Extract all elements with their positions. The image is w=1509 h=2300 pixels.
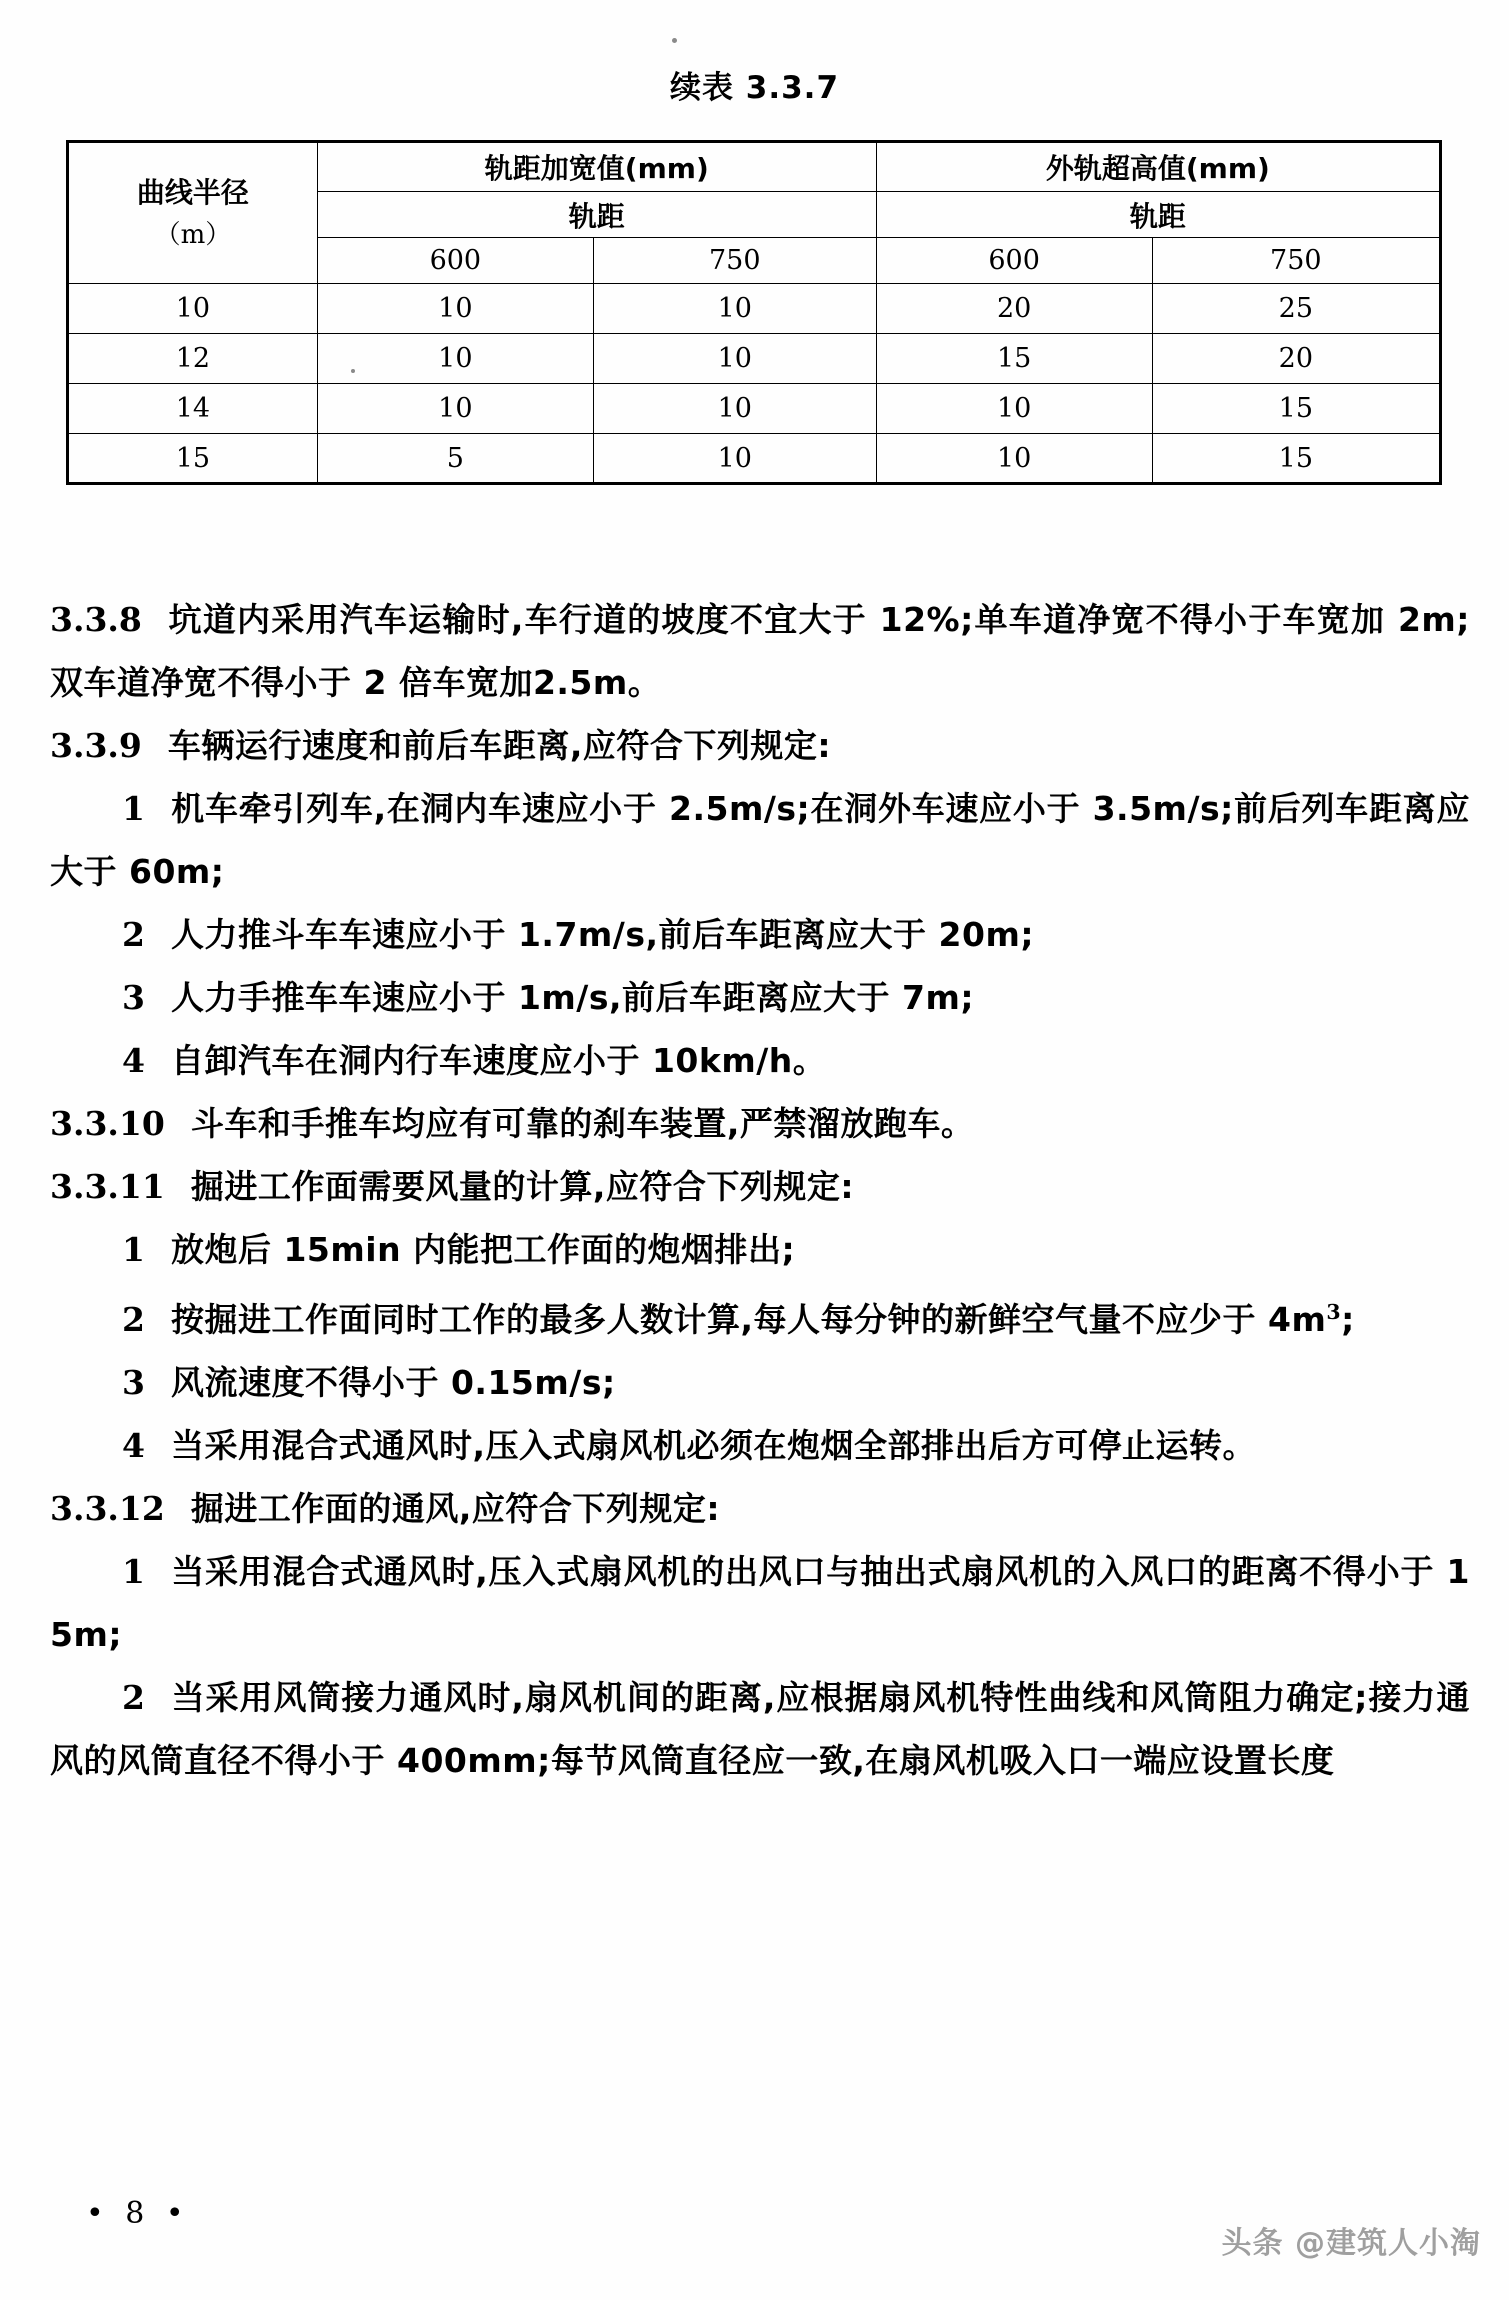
clause-number: 3.3.11 (50, 1167, 165, 1206)
item-number: 4 (122, 1041, 145, 1080)
item-number: 3 (122, 1363, 145, 1402)
cell-widen-600: 10 (317, 384, 593, 434)
item-text: 当采用混合式通风时,压入式扇风机必须在炮烟全部排出后方可停止运转。 (170, 1426, 1257, 1465)
header-gauge-sub-superelevation: 轨距 (876, 192, 1440, 238)
table-row (68, 284, 1441, 334)
item-text: 人力手推车车速应小于 1m/s,前后车距离应大于 7m; (170, 978, 975, 1017)
cell-widen-600: 10 (317, 334, 593, 384)
item-text: 机车牵引列车,在洞内车速应小于 2.5m/s;在洞外车速应小于 3.5m/s;前后列车距离应大于 60m; (50, 789, 1470, 891)
clause-3-3-12-item-2 (50, 1666, 1470, 1792)
item-number: 2 (122, 1300, 145, 1339)
spec-table (66, 140, 1442, 485)
header-gauge-600-superelevation: 600 (876, 238, 1152, 284)
cell-widen-750: 10 (593, 284, 876, 334)
clause-3-3-9 (50, 714, 1470, 777)
clause-3-3-11-item-1 (50, 1218, 1470, 1281)
clause-3-3-12-item-1 (50, 1540, 1470, 1666)
clause-3-3-11-item-4 (50, 1414, 1470, 1477)
clause-3-3-12 (50, 1477, 1470, 1540)
item-number: 2 (122, 915, 145, 954)
watermark: 头条 @建筑人小淘 (1221, 2226, 1481, 2261)
spec-table-wrapper (66, 140, 1442, 485)
header-gauge-600-widening: 600 (317, 238, 593, 284)
item-text: 放炮后 15min 内能把工作面的炮烟排出; (170, 1230, 796, 1269)
cell-radius: 15 (68, 434, 318, 484)
table-row (68, 434, 1441, 484)
table-row (68, 384, 1441, 434)
clause-3-3-9-item-1 (50, 777, 1470, 903)
clause-number: 3.3.9 (50, 726, 142, 765)
cell-super-750: 20 (1152, 334, 1440, 384)
cell-super-750: 15 (1152, 434, 1440, 484)
item-number: 2 (122, 1678, 145, 1717)
cell-widen-750: 10 (593, 434, 876, 484)
cell-super-600: 10 (876, 434, 1152, 484)
table-caption: 续表 3.3.7 (669, 70, 840, 106)
clause-body (50, 588, 1470, 1792)
header-gauge-widening-group: 轨距加宽值(mm) (317, 142, 876, 192)
cell-super-750: 15 (1152, 384, 1440, 434)
clause-number: 3.3.10 (50, 1104, 165, 1143)
item-text: 人力推斗车车速应小于 1.7m/s,前后车距离应大于 20m; (170, 915, 1035, 954)
clause-3-3-8 (50, 588, 1470, 714)
header-gauge-750-widening: 750 (593, 238, 876, 284)
cell-super-600: 15 (876, 334, 1152, 384)
item-number: 3 (122, 978, 145, 1017)
cell-widen-600: 5 (317, 434, 593, 484)
clause-3-3-9-item-4 (50, 1029, 1470, 1092)
cell-widen-600: 10 (317, 284, 593, 334)
cell-radius: 10 (68, 284, 318, 334)
header-superelevation-group: 外轨超高值(mm) (876, 142, 1440, 192)
table-header-row-1 (68, 142, 1441, 192)
clause-text: 掘进工作面的通风,应符合下列规定: (190, 1489, 721, 1528)
cell-radius: 12 (68, 334, 318, 384)
clause-text: 坑道内采用汽车运输时,车行道的坡度不宜大于 12%;单车道净宽不得小于车宽加 2m;双车道净宽不得小于 2 倍车宽加2.5m。 (50, 600, 1470, 702)
item-text: 按掘进工作面同时工作的最多人数计算,每人每分钟的新鲜空气量不应少于 4m (170, 1300, 1327, 1339)
cell-super-750: 25 (1152, 284, 1440, 334)
cell-widen-750: 10 (593, 334, 876, 384)
clause-text: 车辆运行速度和前后车距离,应符合下列规定: (167, 726, 832, 765)
clause-3-3-11-item-3 (50, 1351, 1470, 1414)
clause-3-3-11 (50, 1155, 1470, 1218)
item-text: 当采用混合式通风时,压入式扇风机的出风口与抽出式扇风机的入风口的距离不得小于 15m; (50, 1552, 1470, 1654)
clause-number: 3.3.8 (50, 600, 142, 639)
cell-radius: 14 (68, 384, 318, 434)
header-curve-radius: 曲线半径 （m） (68, 142, 318, 284)
clause-3-3-9-item-3 (50, 966, 1470, 1029)
table-row (68, 334, 1441, 384)
scan-speck (351, 369, 355, 373)
superscript-cubic: 3 (1326, 1300, 1342, 1324)
cell-super-600: 10 (876, 384, 1152, 434)
header-gauge-750-superelevation: 750 (1152, 238, 1440, 284)
clause-text: 掘进工作面需要风量的计算,应符合下列规定: (190, 1167, 855, 1206)
item-number: 1 (122, 1230, 145, 1269)
scan-speck (672, 38, 677, 43)
clause-3-3-11-item-2 (50, 1281, 1470, 1351)
item-number: 1 (122, 1552, 145, 1591)
header-gauge-sub-widening: 轨距 (317, 192, 876, 238)
cell-super-600: 20 (876, 284, 1152, 334)
item-text: 当采用风筒接力通风时,扇风机间的距离,应根据扇风机特性曲线和风筒阻力确定;接力通风的风筒直径不得小于 400mm;每节风筒直径应一致,在扇风机吸入口一端应设置长度 (50, 1678, 1470, 1780)
clause-number: 3.3.12 (50, 1489, 165, 1528)
clause-3-3-10 (50, 1092, 1470, 1155)
page-number: • 8 • (86, 2196, 190, 2231)
clause-3-3-9-item-2 (50, 903, 1470, 966)
item-text: 自卸汽车在洞内行车速度应小于 10km/h。 (170, 1041, 827, 1080)
item-text: 风流速度不得小于 0.15m/s; (170, 1363, 616, 1402)
clause-text: 斗车和手推车均应有可靠的刹车装置,严禁溜放跑车。 (190, 1104, 975, 1143)
item-text-tail: ; (1341, 1300, 1355, 1339)
cell-widen-750: 10 (593, 384, 876, 434)
item-number: 1 (122, 789, 145, 828)
item-number: 4 (122, 1426, 145, 1465)
